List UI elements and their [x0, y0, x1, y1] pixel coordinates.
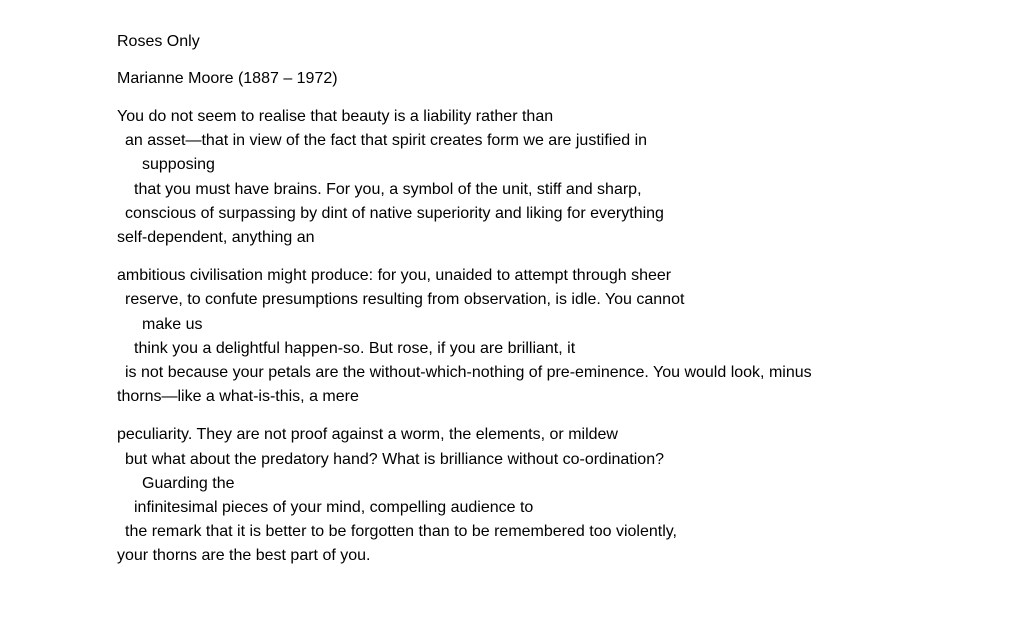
poem-line: is not because your petals are the without-which-nothing of pre-eminence. You would look, minus — [125, 364, 812, 382]
poem-line: your thorns are the best part of you. — [117, 547, 371, 565]
stanza-3 — [117, 423, 997, 568]
poem-line: make us — [142, 315, 203, 333]
poem-title: Roses Only — [117, 33, 200, 50]
poem-line: conscious of surpassing by dint of native superiority and liking for everything — [125, 204, 664, 222]
stanza-2 — [117, 264, 997, 409]
stanza-1 — [117, 105, 997, 250]
poem-line: infinitesimal pieces of your mind, compelling audience to — [134, 499, 534, 517]
poem-line: supposing — [142, 156, 215, 174]
poem-line: self-dependent, anything an — [117, 229, 315, 247]
poem-line: an asset—that in view of the fact that spirit creates form we are justified in — [125, 132, 648, 150]
poem-line: ambitious civilisation might produce: for you, unaided to attempt through sheer — [117, 267, 672, 285]
poem-line: peculiarity. They are not proof against a worm, the elements, or mildew — [117, 426, 618, 444]
poem-line: reserve, to confute presumptions resulting from observation, is idle. You cannot — [125, 291, 685, 309]
poem-line: Guarding the — [142, 474, 235, 492]
poem-line: but what about the predatory hand? What is brilliance without co-ordination? — [125, 450, 664, 468]
poem-author: Marianne Moore (1887 – 1972) — [117, 70, 338, 87]
poem-document — [117, 31, 997, 583]
poem-line: think you a delightful happen-so. But rose, if you are brilliant, it — [134, 339, 576, 357]
poem-line: You do not seem to realise that beauty is a liability rather than — [117, 108, 554, 125]
poem-line: that you must have brains. For you, a symbol of the unit, stiff and sharp, — [134, 180, 642, 198]
poem-line: thorns—like a what-is-this, a mere — [117, 388, 359, 406]
poem-line: the remark that it is better to be forgotten than to be remembered too violently, — [125, 523, 677, 541]
